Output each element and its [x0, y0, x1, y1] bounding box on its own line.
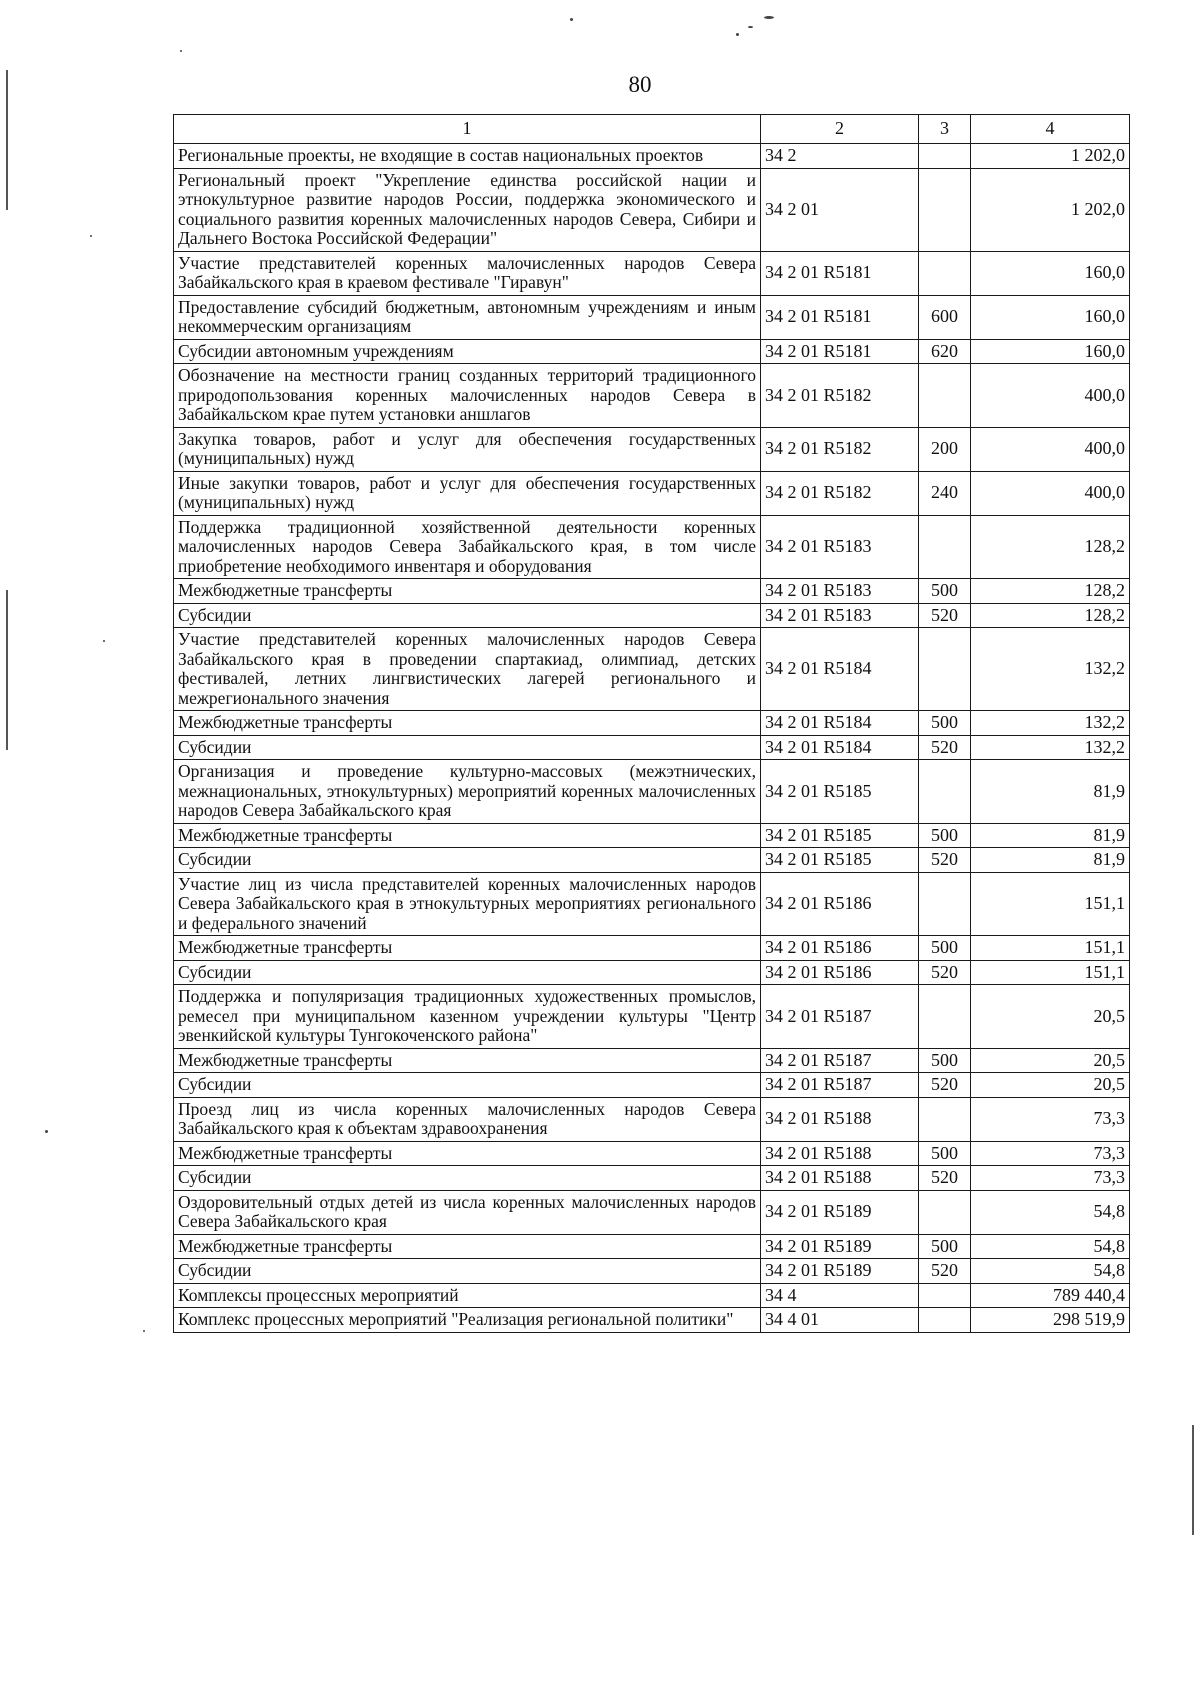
row-code-cell: 34 2 01 R5185 — [761, 848, 919, 873]
scan-speck — [90, 235, 92, 237]
row-code-cell: 34 2 01 R5183 — [761, 579, 919, 604]
row-code-cell: 34 2 01 R5186 — [761, 960, 919, 985]
row-code-cell: 34 2 01 R5187 — [761, 1073, 919, 1098]
table-row — [174, 848, 1130, 873]
scan-speck — [764, 16, 774, 19]
row-sum-cell: 54,8 — [971, 1234, 1130, 1259]
row-name-cell: Межбюджетные трансферты — [174, 579, 761, 604]
table-row — [174, 603, 1130, 628]
row-sum-cell: 20,5 — [971, 985, 1130, 1049]
row-name-cell: Оздоровительный отдых детей из числа коренных малочисленных народов Севера Забайкальского края — [174, 1190, 761, 1234]
row-code-cell: 34 2 01 R5181 — [761, 251, 919, 295]
table-row — [174, 1073, 1130, 1098]
row-name-cell: Субсидии — [174, 1166, 761, 1191]
row-sum-cell: 54,8 — [971, 1190, 1130, 1234]
scan-speck — [736, 33, 739, 36]
row-code-cell: 34 2 01 R5188 — [761, 1141, 919, 1166]
row-code-cell: 34 2 — [761, 144, 919, 169]
row-name-cell: Межбюджетные трансферты — [174, 1234, 761, 1259]
table-row — [174, 339, 1130, 364]
row-sum-cell: 81,9 — [971, 823, 1130, 848]
table-row — [174, 295, 1130, 339]
row-sum-cell: 160,0 — [971, 251, 1130, 295]
table-row — [174, 628, 1130, 711]
row-code-cell: 34 2 01 R5189 — [761, 1190, 919, 1234]
row-type-cell: 500 — [919, 1048, 971, 1073]
row-sum-cell: 151,1 — [971, 936, 1130, 961]
row-type-cell — [919, 144, 971, 169]
row-type-cell: 500 — [919, 936, 971, 961]
row-type-cell: 500 — [919, 1234, 971, 1259]
row-code-cell: 34 2 01 R5188 — [761, 1166, 919, 1191]
row-name-cell: Субсидии — [174, 735, 761, 760]
row-type-cell — [919, 985, 971, 1049]
row-sum-cell: 73,3 — [971, 1097, 1130, 1141]
row-code-cell: 34 2 01 R5188 — [761, 1097, 919, 1141]
row-sum-cell: 132,2 — [971, 711, 1130, 736]
row-name-cell: Участие представителей коренных малочисленных народов Севера Забайкальского края в проведении спартакиад, олимпиад, детских фестивалей, летних лингвистических лагерей регионального и межрегионального значения — [174, 628, 761, 711]
table-row — [174, 735, 1130, 760]
row-name-cell: Межбюджетные трансферты — [174, 1048, 761, 1073]
row-type-cell: 240 — [919, 471, 971, 515]
row-name-cell: Субсидии автономным учреждениям — [174, 339, 761, 364]
row-sum-cell: 73,3 — [971, 1141, 1130, 1166]
row-name-cell: Региональный проект "Укрепление единства российской нации и этнокультурное развитие народов России, поддержка экономического и социального развития коренных малочисленных народов Севера, Сибири и Дальнего Востока Российской Федерации" — [174, 168, 761, 251]
scan-speck — [570, 18, 573, 21]
table-header — [174, 115, 1130, 144]
row-type-cell — [919, 515, 971, 579]
row-sum-cell: 81,9 — [971, 760, 1130, 824]
table-row — [174, 168, 1130, 251]
row-sum-cell: 73,3 — [971, 1166, 1130, 1191]
row-name-cell: Межбюджетные трансферты — [174, 711, 761, 736]
row-code-cell: 34 2 01 R5183 — [761, 515, 919, 579]
row-sum-cell: 20,5 — [971, 1048, 1130, 1073]
row-sum-cell: 20,5 — [971, 1073, 1130, 1098]
row-code-cell: 34 2 01 R5187 — [761, 985, 919, 1049]
row-type-cell: 520 — [919, 848, 971, 873]
page-number: 80 — [628, 72, 652, 97]
row-code-cell: 34 4 — [761, 1283, 919, 1308]
row-type-cell: 520 — [919, 603, 971, 628]
row-type-cell — [919, 168, 971, 251]
row-name-cell: Комплекс процессных мероприятий "Реализация региональной политики" — [174, 1308, 761, 1333]
row-type-cell: 520 — [919, 735, 971, 760]
row-name-cell: Субсидии — [174, 603, 761, 628]
table-body — [174, 144, 1130, 1333]
row-type-cell: 520 — [919, 1259, 971, 1284]
table-row — [174, 515, 1130, 579]
row-code-cell: 34 2 01 R5185 — [761, 823, 919, 848]
row-name-cell: Участие лиц из числа представителей коренных малочисленных народов Севера Забайкальского края в этнокультурных мероприятиях регионального и федерального значений — [174, 872, 761, 936]
row-type-cell — [919, 251, 971, 295]
table-row — [174, 144, 1130, 169]
row-name-cell: Иные закупки товаров, работ и услуг для обеспечения государственных (муниципальных) нужд — [174, 471, 761, 515]
row-name-cell: Региональные проекты, не входящие в состав национальных проектов — [174, 144, 761, 169]
row-sum-cell: 151,1 — [971, 960, 1130, 985]
row-name-cell: Проезд лиц из числа коренных малочисленных народов Севера Забайкальского края к объектам здравоохранения — [174, 1097, 761, 1141]
header-col-2: 2 — [761, 115, 919, 144]
row-type-cell — [919, 1097, 971, 1141]
table-row — [174, 364, 1130, 428]
row-code-cell: 34 2 01 R5187 — [761, 1048, 919, 1073]
table-row — [174, 1190, 1130, 1234]
table-row — [174, 936, 1130, 961]
row-type-cell: 600 — [919, 295, 971, 339]
row-sum-cell: 400,0 — [971, 427, 1130, 471]
row-code-cell: 34 2 01 R5182 — [761, 364, 919, 428]
row-name-cell: Субсидии — [174, 960, 761, 985]
row-code-cell: 34 2 01 R5183 — [761, 603, 919, 628]
row-type-cell: 500 — [919, 711, 971, 736]
table-row — [174, 872, 1130, 936]
row-type-cell — [919, 1308, 971, 1333]
row-code-cell: 34 2 01 R5184 — [761, 628, 919, 711]
scan-edge-mark — [6, 70, 8, 210]
row-code-cell: 34 2 01 R5182 — [761, 427, 919, 471]
row-type-cell: 500 — [919, 823, 971, 848]
row-name-cell: Участие представителей коренных малочисленных народов Севера Забайкальского края в краевом фестивале "Гиравун" — [174, 251, 761, 295]
table-row — [174, 1283, 1130, 1308]
table-row — [174, 1166, 1130, 1191]
row-sum-cell: 81,9 — [971, 848, 1130, 873]
row-type-cell — [919, 1283, 971, 1308]
row-name-cell: Субсидии — [174, 1073, 761, 1098]
row-name-cell: Комплексы процессных мероприятий — [174, 1283, 761, 1308]
row-sum-cell: 151,1 — [971, 872, 1130, 936]
table-row — [174, 711, 1130, 736]
row-code-cell: 34 4 01 — [761, 1308, 919, 1333]
header-col-3: 3 — [919, 115, 971, 144]
row-sum-cell: 1 202,0 — [971, 144, 1130, 169]
row-sum-cell: 128,2 — [971, 579, 1130, 604]
row-sum-cell: 400,0 — [971, 471, 1130, 515]
table-row — [174, 1234, 1130, 1259]
row-type-cell — [919, 628, 971, 711]
table-row — [174, 1141, 1130, 1166]
scan-edge-mark — [6, 590, 8, 750]
table-row — [174, 823, 1130, 848]
table-row — [174, 760, 1130, 824]
header-col-4: 4 — [971, 115, 1130, 144]
row-name-cell: Субсидии — [174, 848, 761, 873]
row-sum-cell: 400,0 — [971, 364, 1130, 428]
row-sum-cell: 160,0 — [971, 295, 1130, 339]
row-type-cell: 200 — [919, 427, 971, 471]
row-name-cell: Субсидии — [174, 1259, 761, 1284]
table-row — [174, 471, 1130, 515]
row-name-cell: Предоставление субсидий бюджетным, автономным учреждениям и иным некоммерческим организациям — [174, 295, 761, 339]
row-code-cell: 34 2 01 R5182 — [761, 471, 919, 515]
row-type-cell — [919, 872, 971, 936]
row-name-cell: Межбюджетные трансферты — [174, 823, 761, 848]
scan-edge-mark — [1192, 1425, 1194, 1535]
scan-speck — [143, 1330, 145, 1332]
scan-speck — [748, 26, 753, 28]
row-code-cell: 34 2 01 R5189 — [761, 1234, 919, 1259]
row-code-cell: 34 2 01 R5184 — [761, 735, 919, 760]
row-sum-cell: 132,2 — [971, 735, 1130, 760]
row-code-cell: 34 2 01 R5186 — [761, 936, 919, 961]
row-name-cell: Организация и проведение культурно-массовых (межэтнических, межнациональных, этнокультурных) мероприятий коренных малочисленных народов Севера Забайкальского края — [174, 760, 761, 824]
row-sum-cell: 132,2 — [971, 628, 1130, 711]
row-type-cell — [919, 1190, 971, 1234]
row-code-cell: 34 2 01 R5181 — [761, 339, 919, 364]
row-name-cell: Межбюджетные трансферты — [174, 936, 761, 961]
row-sum-cell: 54,8 — [971, 1259, 1130, 1284]
row-type-cell: 500 — [919, 579, 971, 604]
row-name-cell: Межбюджетные трансферты — [174, 1141, 761, 1166]
table-row — [174, 1308, 1130, 1333]
scan-speck — [103, 640, 105, 642]
row-type-cell: 620 — [919, 339, 971, 364]
row-code-cell: 34 2 01 — [761, 168, 919, 251]
table-row — [174, 1048, 1130, 1073]
row-type-cell: 520 — [919, 1073, 971, 1098]
row-sum-cell: 128,2 — [971, 515, 1130, 579]
row-name-cell: Поддержка традиционной хозяйственной деятельности коренных малочисленных народов Севера Забайкальского края, в том числе приобретение необходимого инвентаря и оборудования — [174, 515, 761, 579]
row-type-cell: 520 — [919, 1166, 971, 1191]
row-name-cell: Обозначение на местности границ созданных территорий традиционного природопользования коренных малочисленных народов Севера в Забайкальском крае путем установки аншлагов — [174, 364, 761, 428]
row-name-cell: Закупка товаров, работ и услуг для обеспечения государственных (муниципальных) нужд — [174, 427, 761, 471]
scan-speck — [45, 1130, 48, 1133]
row-sum-cell: 789 440,4 — [971, 1283, 1130, 1308]
table-row — [174, 1097, 1130, 1141]
row-code-cell: 34 2 01 R5189 — [761, 1259, 919, 1284]
table-row — [174, 427, 1130, 471]
table-row — [174, 960, 1130, 985]
table-row — [174, 985, 1130, 1049]
row-type-cell — [919, 760, 971, 824]
row-sum-cell: 160,0 — [971, 339, 1130, 364]
table-row — [174, 579, 1130, 604]
header-row — [174, 115, 1130, 144]
row-code-cell: 34 2 01 R5186 — [761, 872, 919, 936]
row-code-cell: 34 2 01 R5181 — [761, 295, 919, 339]
row-type-cell: 500 — [919, 1141, 971, 1166]
table-row — [174, 251, 1130, 295]
row-type-cell: 520 — [919, 960, 971, 985]
row-code-cell: 34 2 01 R5184 — [761, 711, 919, 736]
budget-table — [173, 114, 1130, 1333]
row-sum-cell: 298 519,9 — [971, 1308, 1130, 1333]
table-row — [174, 1259, 1130, 1284]
row-sum-cell: 128,2 — [971, 603, 1130, 628]
row-type-cell — [919, 364, 971, 428]
row-code-cell: 34 2 01 R5185 — [761, 760, 919, 824]
row-name-cell: Поддержка и популяризация традиционных художественных промыслов, ремесел при муниципальном казенном учреждении культуры "Центр эвенкийской культуры Тунгокоченского района" — [174, 985, 761, 1049]
scan-speck — [180, 50, 182, 52]
row-sum-cell: 1 202,0 — [971, 168, 1130, 251]
header-col-1: 1 — [174, 115, 761, 144]
